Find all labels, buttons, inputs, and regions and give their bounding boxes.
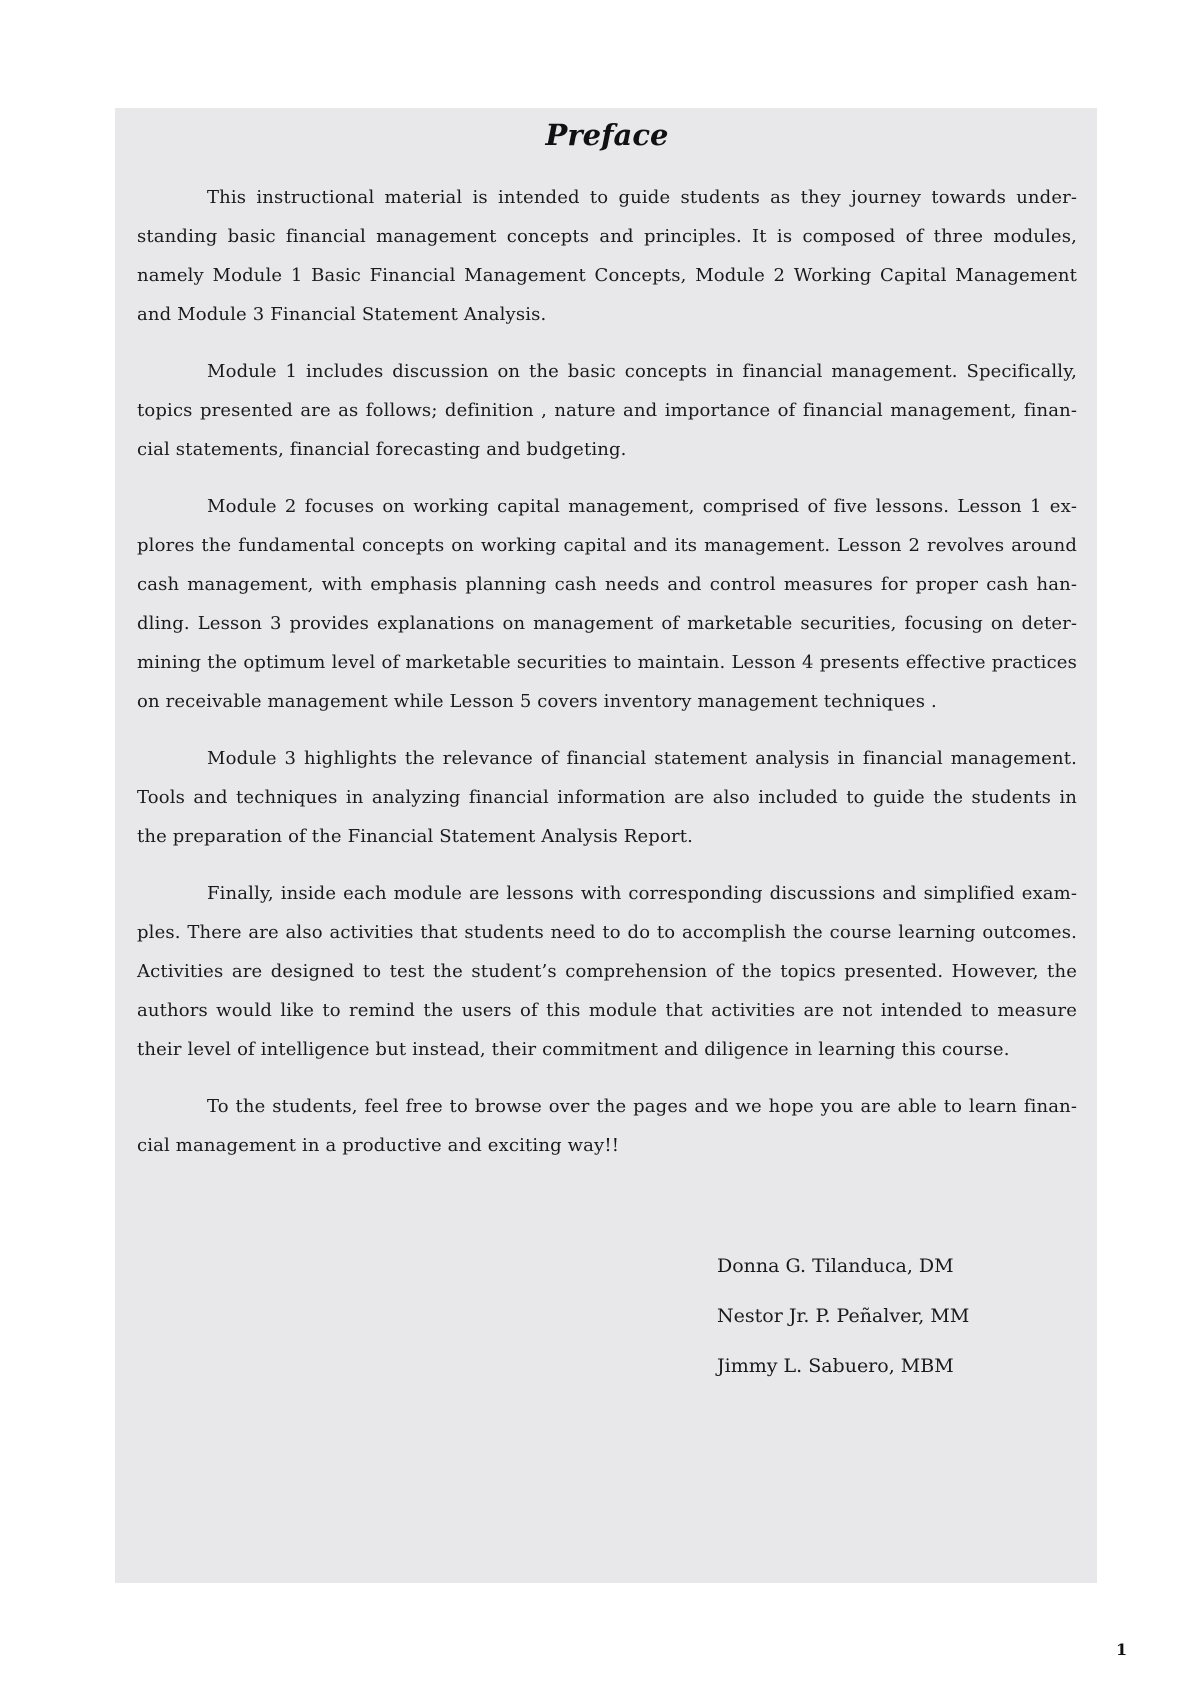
paragraph-module-2: Module 2 focuses on working capital management, comprised of five lessons. Lesson 1 explores the fundamental concepts on working capital and its management. Lesson 2 revolves around cash management, with emphasis planning cash needs and control measures for proper cash handling. Lesson 3 provides explanations on management of marketable securities, focusing on determining the optimum level of marketable securities to maintain. Lesson 4 presents effective practices on receivable management while Lesson 5 covers inventory management techniques . [137, 496, 1077, 712]
paragraph-module-1: Module 1 includes discussion on the basic concepts in financial management. Specifically, topics presented are as follows; definition , nature and importance of financial management, financial statements, financial forecasting and budgeting. [137, 361, 1077, 460]
paragraph-module-3: Module 3 highlights the relevance of financial statement analysis in financial management. Tools and techniques in analyzing financial information are also included to guide the students in the preparation of the Financial Statement Analysis Report. [137, 748, 1077, 847]
author-name: Nestor Jr. P. Peñalver, MM [717, 1305, 970, 1327]
author-signatures [717, 1241, 969, 1391]
page-number: 1 [1116, 1640, 1128, 1659]
preface-body [137, 178, 1077, 1165]
paragraph-closing: To the students, feel free to browse over the pages and we hope you are able to learn financial management in a productive and exciting way!! [137, 1096, 1077, 1156]
author-name: Jimmy L. Sabuero, MBM [717, 1355, 954, 1377]
paragraph-intro: This instructional material is intended to guide students as they journey towards understanding basic financial management concepts and principles. It is composed of three modules, namely Module 1 Basic Financial Management Concepts, Module 2 Working Capital Management and Module 3 Financial Statement Analysis. [137, 187, 1077, 325]
paragraph-activities: Finally, inside each module are lessons with corresponding discussions and simplified examples. There are also activities that students need to do to accomplish the course learning outcomes. Activities are designed to test the student’s comprehension of the topics presented. However, the authors would like to remind the users of this module that activities are not intended to measure their level of intelligence but instead, their commitment and diligence in learning this course. [137, 883, 1077, 1060]
author-name: Donna G. Tilanduca, DM [717, 1255, 954, 1277]
page-title: Preface [545, 118, 669, 152]
preface-panel [115, 108, 1097, 1583]
